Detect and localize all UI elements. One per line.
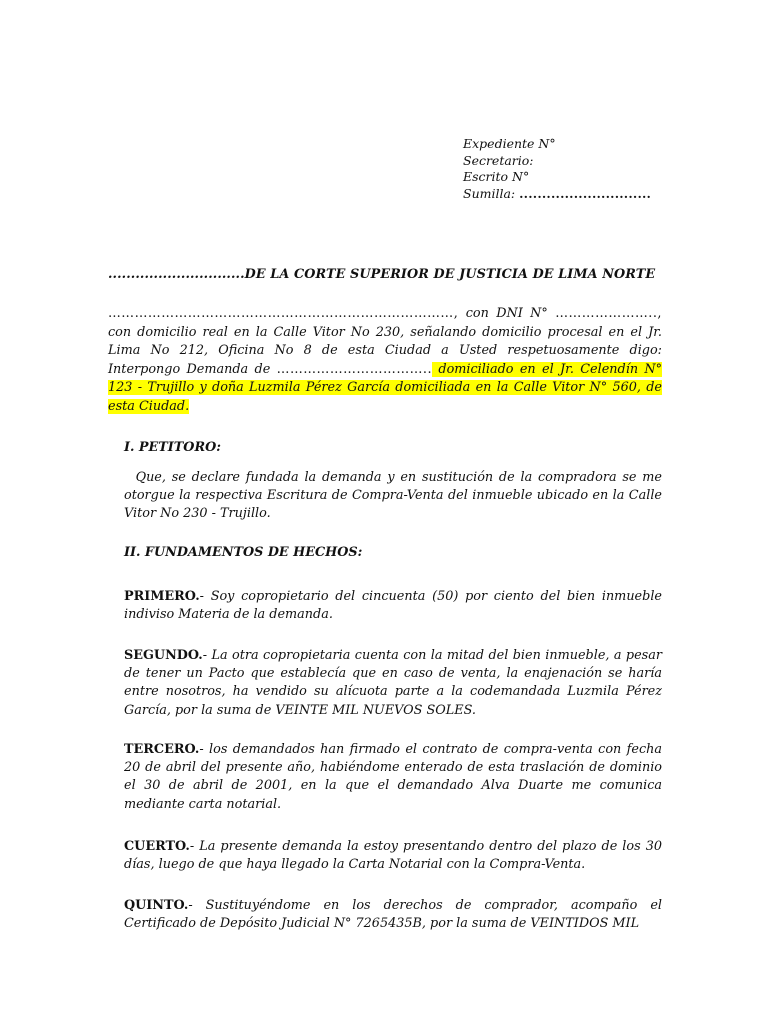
dni-label: con DNI N° (458, 306, 556, 321)
tercero-paragraph (124, 741, 662, 814)
escrito-label: Escrito N° (463, 169, 530, 184)
sumilla-dots: ............................. (519, 185, 652, 201)
expediente-label: Expediente N° (463, 136, 556, 151)
sumilla-label: Sumilla: (463, 185, 516, 201)
petitorio-paragraph (124, 469, 662, 524)
primero-text: - Soy copropietario del cincuenta (50) por ciento del bien inmueble indiviso Materia de la demanda. (124, 589, 662, 623)
case-header (463, 136, 651, 202)
intro-text: con domicilio real en la Calle Vitor No 230, señalando domicilio procesal en el Jr. Lima No 212, Oficina No 8 de esta Ciudad a Usted respetuosamente digo: Interpongo Demanda de (108, 324, 662, 377)
dni-dots: ………………….., (555, 306, 662, 321)
quinto-text: - Sustituyéndome en los derechos de comprador, acompaño el Certificado de Depósito Judicial N° 7265435B, por la suma de VEINTIDOS MIL (124, 898, 662, 932)
court-title: ..............................DE LA CORTE SUPERIOR DE JUSTICIA DE LIMA NORTE (108, 267, 656, 282)
cuarto-text: - La presente demanda la estoy presentando dentro del plazo de los 30 días, luego de que haya llegado la Carta Notarial con la Compra-Venta. (124, 839, 662, 873)
petitorio-text: Que, se declare fundada la demanda y en sustitución de la compradora se me otorgue la respectiva Escritura de Compra-Venta del inmueble ubicado en la Calle Vitor No 230 - Trujillo. (124, 470, 662, 522)
demanda-dots: …………………………….. (276, 361, 433, 377)
fundamentos-heading: II. FUNDAMENTOS DE HECHOS: (124, 545, 363, 560)
sumilla-line (463, 186, 651, 203)
highlighted-text: domiciliado en el Jr. Celendín N° 123 - Trujillo y doña Luzmila Pérez García domiciliada en la Calle Vitor N° 560, de esta Ciudad. (108, 361, 662, 414)
segundo-text: - La otra copropietaria cuenta con la mitad del bien inmueble, a pesar de tener un Pacto que establecía que en caso de venta, la enajenación se haría entre nosotros, ha vendido su alícuota parte a la codemandada Luzmila Pérez García, por la suma de VEINTE MIL NUEVOS SOLES. (124, 648, 662, 718)
tercero-text: - los demandados han firmado el contrato de compra-venta con fecha 20 de abril del presente año, habiéndome enterado de esta traslación de dominio el 30 de abril de 2001, en la que el demandado Alva Duarte me comunica mediante carta notarial. (124, 742, 662, 812)
primero-paragraph (124, 588, 662, 624)
primero-label: PRIMERO. (124, 589, 200, 604)
segundo-label: SEGUNDO. (124, 648, 203, 663)
quinto-paragraph (124, 897, 662, 933)
segundo-paragraph (124, 647, 662, 720)
cuarto-label: CUERTO. (124, 839, 190, 854)
petitorio-heading: I. PETITORO: (124, 440, 221, 455)
cuarto-paragraph (124, 838, 662, 874)
name-dots: ……………………………………………………………………, (108, 306, 459, 321)
quinto-label: QUINTO. (124, 898, 189, 913)
tercero-label: TERCERO. (124, 742, 200, 757)
intro-paragraph (108, 305, 662, 416)
secretario-label: Secretario: (463, 152, 534, 168)
